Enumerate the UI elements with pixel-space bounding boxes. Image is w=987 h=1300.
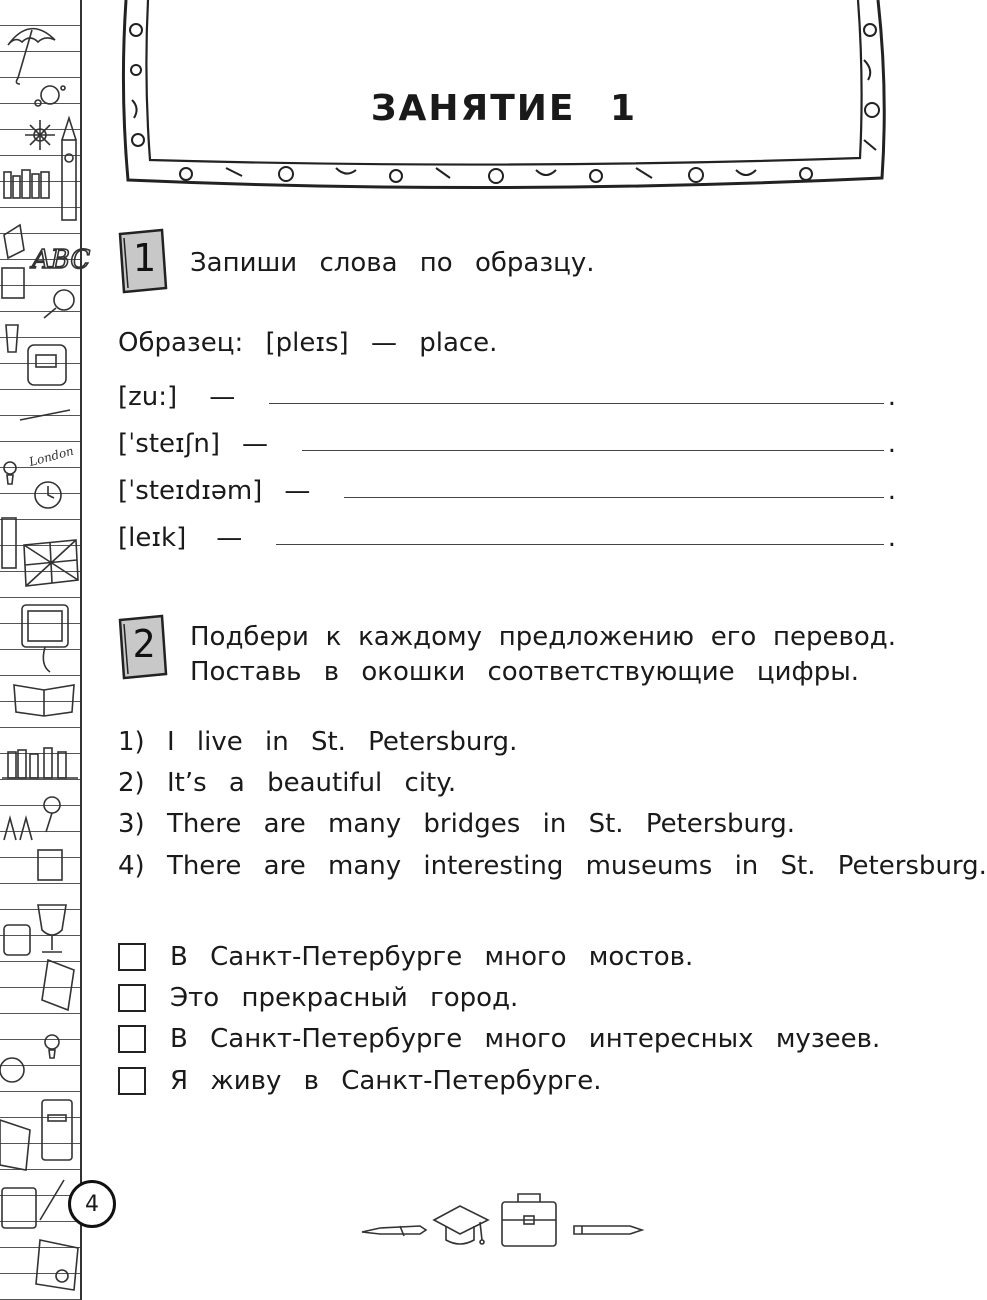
answer-item bbox=[118, 1023, 880, 1055]
dash: — bbox=[209, 382, 236, 412]
pushpin-icon bbox=[44, 797, 60, 832]
pen-icon bbox=[40, 1180, 64, 1220]
sentence-item: 4) There are many interesting museums in St. Petersburg. bbox=[118, 851, 987, 881]
task-1-number: 1 bbox=[132, 236, 156, 280]
task-2-badge bbox=[118, 616, 168, 680]
pencil-icon bbox=[20, 410, 70, 420]
backpack-icon bbox=[28, 345, 66, 385]
london-label-icon bbox=[27, 444, 76, 470]
transcription: [zu:] bbox=[118, 382, 178, 412]
task-1-instruction: Запиши слова по образцу. bbox=[190, 248, 595, 278]
dash: — bbox=[284, 476, 311, 506]
graduation-cap-icon bbox=[434, 1206, 488, 1244]
pencil-icon bbox=[574, 1226, 642, 1234]
alarm-clock-icon bbox=[35, 482, 61, 508]
period: . bbox=[887, 429, 896, 459]
page-number: 4 bbox=[68, 1180, 116, 1228]
briefcase-icon bbox=[502, 1194, 556, 1246]
answer-checkbox[interactable] bbox=[118, 1025, 146, 1053]
trophy-icon bbox=[38, 905, 66, 952]
big-ben-icon bbox=[62, 118, 76, 220]
footer-doodles bbox=[360, 1190, 650, 1254]
decorative-doodle-strip bbox=[0, 0, 91, 1300]
answer-line[interactable] bbox=[302, 450, 884, 451]
sentence-item: 3) There are many bridges in St. Petersburg. bbox=[118, 809, 795, 839]
answer-text: Это прекрасный город. bbox=[170, 983, 519, 1013]
transcription: [ˈsteɪʃn] bbox=[118, 429, 221, 459]
sentence-item: 2) It’s a beautiful city. bbox=[118, 768, 457, 798]
paper-icon bbox=[36, 1240, 78, 1290]
task-2-instruction-line1: Подбери к каждому предложению его перевод. bbox=[190, 622, 896, 652]
answer-checkbox[interactable] bbox=[118, 984, 146, 1012]
task-2-instruction-line2: Поставь в окошки соответствующие цифры. bbox=[190, 657, 860, 687]
svg-text:London: London bbox=[27, 443, 76, 470]
task-1-badge bbox=[118, 230, 168, 294]
task-2-number: 2 bbox=[132, 622, 156, 666]
abc-doodle-icon bbox=[30, 245, 90, 275]
period: . bbox=[887, 523, 896, 553]
tablet-icon-2 bbox=[2, 1188, 36, 1228]
answer-text: В Санкт-Петербурге много мостов. bbox=[170, 942, 694, 972]
lesson-title: ЗАНЯТИЕ 1 bbox=[370, 88, 638, 129]
bulb-icon bbox=[4, 462, 16, 484]
open-book-icon bbox=[14, 685, 74, 716]
answer-line[interactable] bbox=[276, 544, 884, 545]
answer-line[interactable] bbox=[344, 497, 883, 498]
svg-text:ABC: ABC bbox=[32, 245, 91, 275]
answer-item bbox=[118, 941, 693, 973]
umbrella-icon bbox=[8, 29, 55, 84]
flag-icon-2 bbox=[0, 1120, 30, 1170]
task-1-row bbox=[118, 519, 896, 553]
magnifier-icon bbox=[44, 290, 74, 318]
task-1-row bbox=[118, 425, 896, 459]
period: . bbox=[887, 476, 896, 506]
task-1-example: Образец: [pleɪs] — place. bbox=[118, 328, 498, 358]
answer-checkbox[interactable] bbox=[118, 1067, 146, 1095]
letters-icon bbox=[4, 818, 32, 840]
bulb-icon-2 bbox=[45, 1035, 59, 1058]
tablet-icon bbox=[22, 605, 68, 672]
books-icon bbox=[4, 170, 49, 198]
lamp-icon bbox=[4, 225, 24, 258]
answer-text: Я живу в Санкт-Петербурге. bbox=[170, 1066, 602, 1096]
dash: — bbox=[242, 429, 269, 459]
notebook-icon bbox=[38, 850, 62, 880]
clock-icon bbox=[0, 1058, 24, 1082]
task-2-instruction bbox=[190, 620, 896, 690]
task-1-row bbox=[118, 472, 896, 506]
sentence-item: 1) I live in St. Petersburg. bbox=[118, 727, 518, 757]
transcription: [ˈsteɪdɪəm] bbox=[118, 476, 263, 506]
uk-flag-icon bbox=[24, 540, 78, 586]
period: . bbox=[887, 382, 896, 412]
transcription: [leɪk] bbox=[118, 523, 187, 553]
cup-icon bbox=[6, 325, 18, 352]
answer-item bbox=[118, 1065, 602, 1097]
answer-line[interactable] bbox=[269, 403, 884, 404]
answer-item bbox=[118, 982, 518, 1014]
monitor-icon bbox=[2, 268, 24, 298]
answer-checkbox[interactable] bbox=[118, 943, 146, 971]
ink-splash-icon bbox=[35, 86, 65, 106]
task-1-row bbox=[118, 378, 896, 412]
mini-book-icon bbox=[42, 960, 74, 1010]
flower-icon bbox=[25, 120, 55, 150]
postbox-icon bbox=[42, 1100, 72, 1160]
answer-text: В Санкт-Петербурге много интересных музеев. bbox=[170, 1024, 881, 1054]
pen-icon bbox=[362, 1226, 426, 1236]
mailbox-icon bbox=[2, 518, 16, 568]
dash: — bbox=[216, 523, 243, 553]
bookshelf-icon bbox=[2, 748, 78, 778]
bag-icon bbox=[4, 925, 30, 955]
